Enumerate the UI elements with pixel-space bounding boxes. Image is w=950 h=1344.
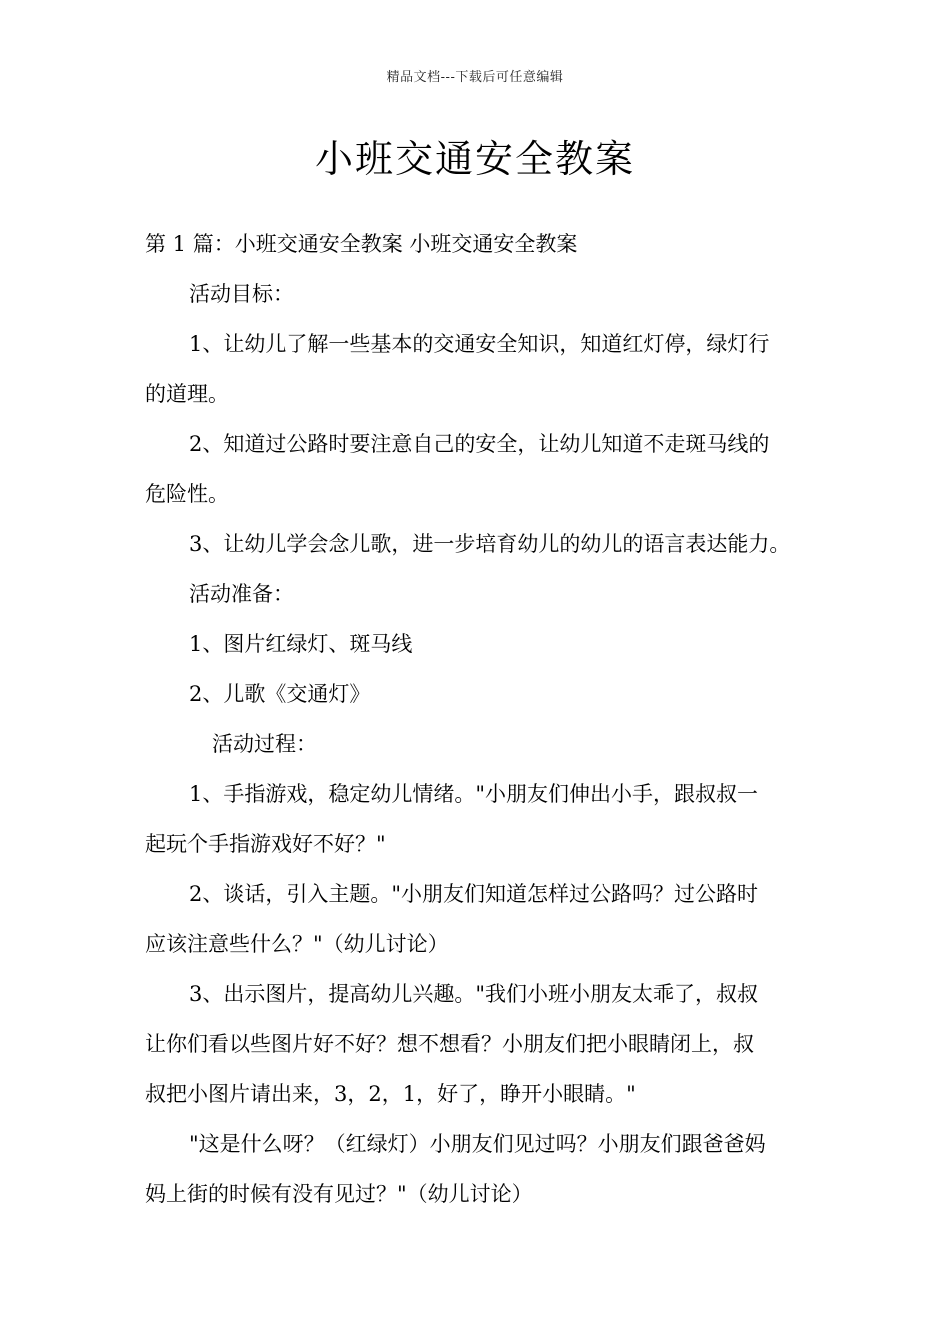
document-body	[145, 232, 815, 1232]
paragraph-line: 1、让幼儿了解一些基本的交通安全知识，知道红灯停，绿灯行	[189, 332, 770, 356]
paragraph-line: 1、手指游戏，稳定幼儿情绪。"小朋友们伸出小手，跟叔叔一	[189, 782, 759, 806]
paragraph-line: 活动过程：	[212, 732, 317, 756]
paragraph-line: 妈上街的时候有没有见过？"（幼儿讨论）	[145, 1182, 533, 1206]
paragraph-line: 2、知道过公路时要注意自己的安全，让幼儿知道不走斑马线的	[189, 432, 770, 456]
paragraph-line: 第 1 篇：小班交通安全教案 小班交通安全教案	[145, 232, 578, 256]
paragraph-line: 危险性。	[145, 482, 229, 506]
paragraph-line: 2、儿歌《交通灯》	[189, 682, 371, 706]
paragraph-line: 起玩个手指游戏好不好？"	[145, 832, 386, 856]
paragraph-line: 的道理。	[145, 382, 229, 406]
paragraph-line: 让你们看以些图片好不好？想不想看？小朋友们把小眼睛闭上，叔	[145, 1032, 754, 1056]
paragraph-line: 活动准备：	[189, 582, 294, 606]
paragraph-line: 应该注意些什么？"（幼儿讨论）	[145, 932, 449, 956]
document-title: 小班交通安全教案	[314, 137, 635, 181]
paragraph-line: 3、出示图片，提高幼儿兴趣。"我们小班小朋友太乖了，叔叔	[189, 982, 759, 1006]
paragraph-line: 叔把小图片请出来，3，2，1，好了，睁开小眼睛。"	[145, 1082, 636, 1106]
header-note: 精品文档---下载后可任意编辑	[386, 70, 564, 85]
paragraph-line: 1、图片红绿灯、斑马线	[189, 632, 413, 656]
paragraph-line: 活动目标：	[189, 282, 294, 306]
paragraph-line: 3、让幼儿学会念儿歌，进一步培育幼儿的幼儿的语言表达能力。	[189, 532, 791, 556]
paragraph-line: "这是什么呀？（红绿灯）小朋友们见过吗？小朋友们跟爸爸妈	[189, 1132, 766, 1156]
paragraph-line: 2、谈话，引入主题。"小朋友们知道怎样过公路吗？过公路时	[189, 882, 759, 906]
